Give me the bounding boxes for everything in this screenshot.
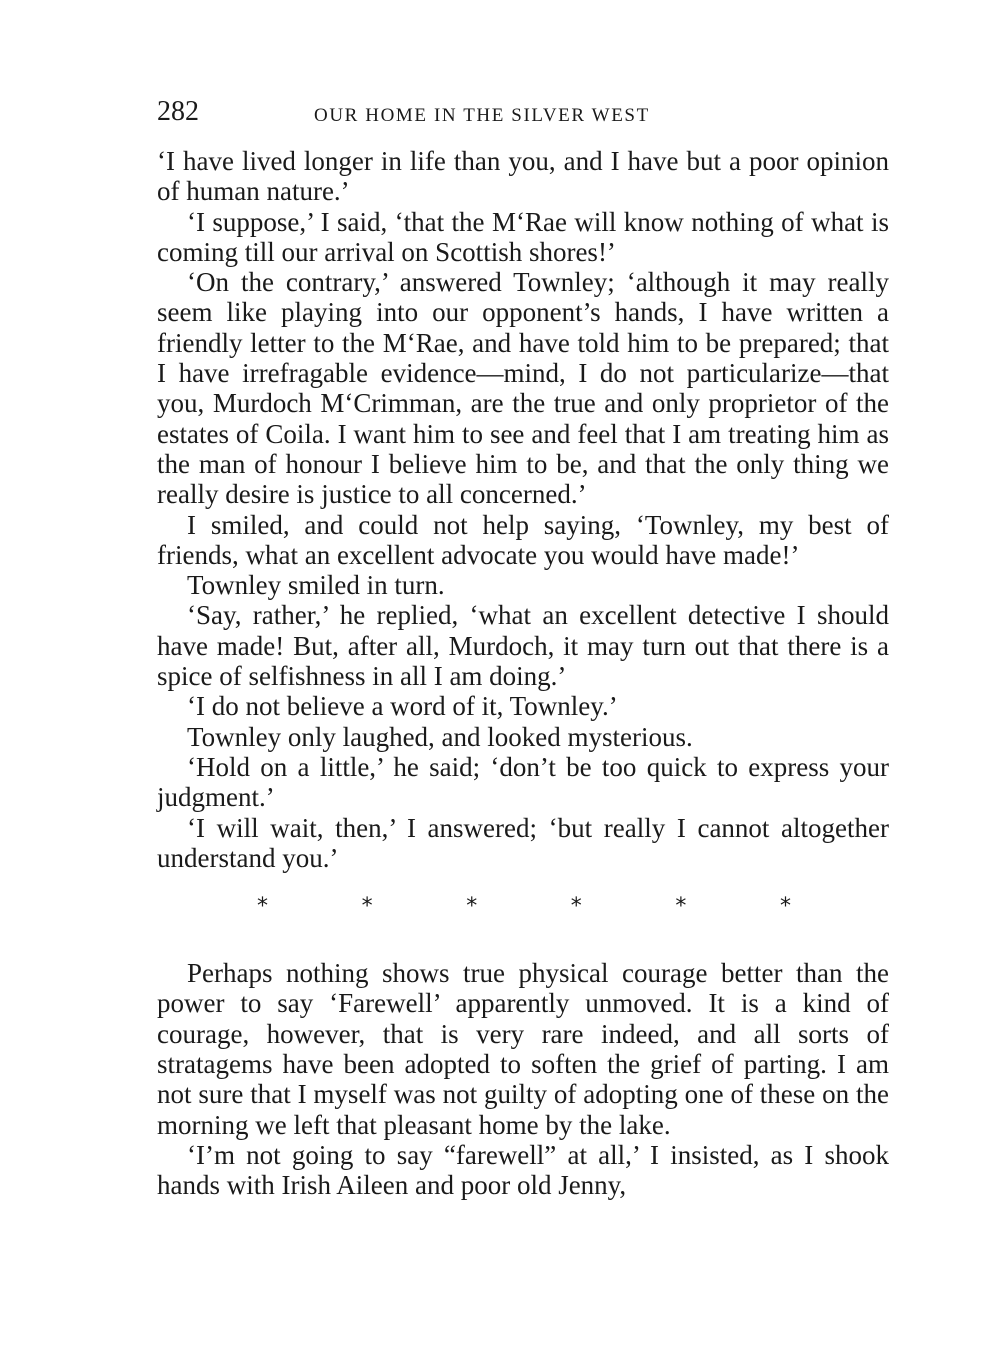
- paragraph: Townley only laughed, and looked mysterious.: [187, 721, 693, 752]
- asterism-star: *: [466, 894, 478, 920]
- paragraph: ‘I do not believe a word of it, Townley.’: [187, 691, 618, 722]
- paragraph: I smiled, and could not help saying, ‘Townley, my best of friends, what an excellent advocate you would have made!’: [157, 509, 889, 570]
- paragraph: ‘Hold on a little,’ he said; ‘don’t be too quick to express your judgment.’: [157, 751, 889, 813]
- body-text: [157, 146, 889, 1201]
- paragraph: ‘On the contrary,’ answered Townley; ‘although it may really seem like playing into our opponent’s hands, I have written a friendly letter to the M‘Rae, and have told him to be prepared; that I have irrefragable evidence—mind, I do not particularize—that you, Murdoch M‘Crimman, are the true and only proprietor of the estates of Coila. I want him to see and feel that I am treating him as the man of honour I believe him to be, and that the only thing we really desire is justice to all concerned.’: [157, 267, 889, 510]
- paragraph: ‘I will wait, then,’ I answered; ‘but really I cannot altogether understand you.’: [157, 812, 889, 873]
- paragraph: ‘I suppose,’ I said, ‘that the M‘Rae will know nothing of what is coming till our arrival on Scottish shores!’: [157, 206, 889, 267]
- book-page: [157, 92, 889, 1201]
- running-title: OUR HOME IN THE SILVER WEST: [314, 105, 650, 126]
- page-number: 282: [157, 96, 199, 127]
- asterism-star: *: [257, 894, 268, 920]
- paragraph: Townley smiled in turn.: [187, 570, 445, 601]
- asterism-star: *: [675, 894, 687, 920]
- asterism-star: *: [570, 894, 582, 920]
- paragraph: ‘Say, rather,’ he replied, ‘what an excellent detective I should have made! But, after all, Murdoch, it may turn out that there is a spice of selfishness in all I am doing.’: [157, 600, 889, 692]
- asterism-star: *: [361, 894, 373, 920]
- paragraph: ‘I have lived longer in life than you, and I have but a poor opinion of human nature.’: [157, 146, 889, 207]
- running-head: [157, 92, 889, 132]
- paragraph: Perhaps nothing shows true physical courage better than the power to say ‘Farewell’ apparently unmoved. It is a kind of courage, however, that is very rare indeed, and all sorts of stratagems have been adopted to soften the grief of parting. I am not sure that I myself was not guilty of adopting one of these on the morning we left that pleasant home by the lake.: [157, 958, 889, 1140]
- section-break: [157, 892, 889, 922]
- asterism-star: *: [779, 894, 791, 920]
- paragraph: ‘I’m not going to say “farewell” at all,’ I insisted, as I shook hands with Irish Aileen and poor old Jenny,: [157, 1139, 889, 1201]
